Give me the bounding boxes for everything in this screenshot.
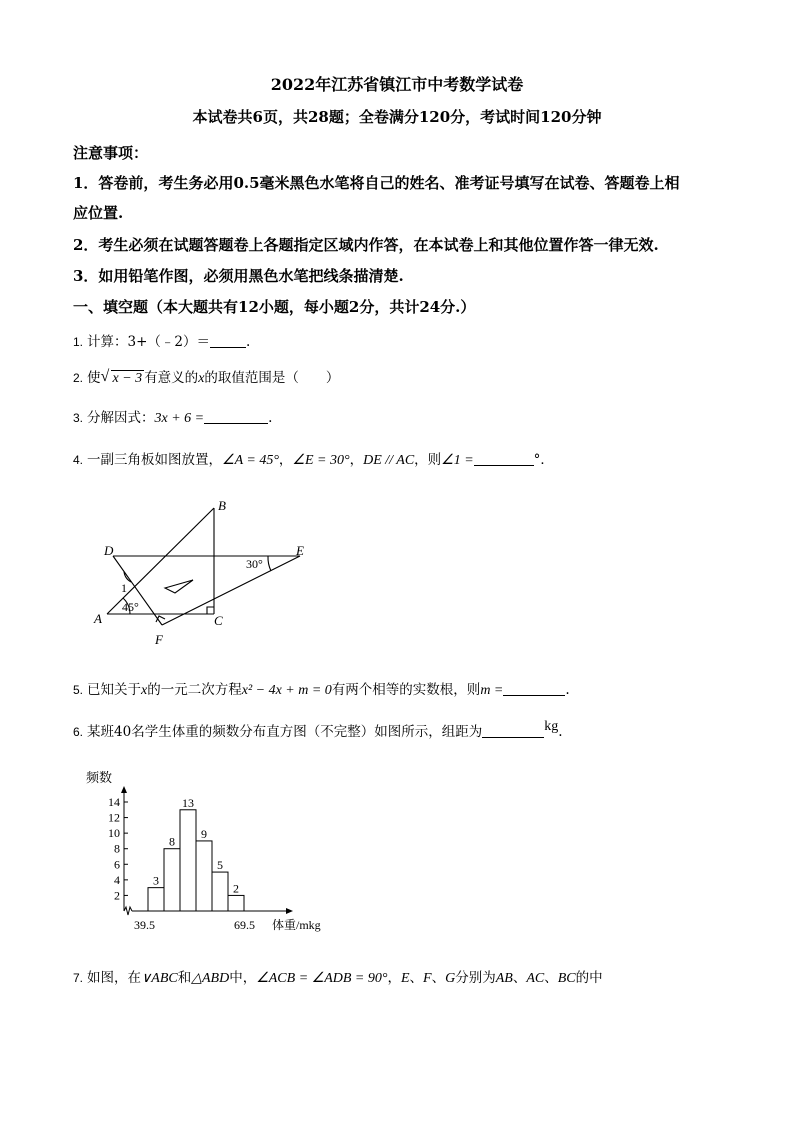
question-7 bbox=[73, 966, 603, 987]
answer-blank bbox=[210, 333, 246, 348]
histogram-bar bbox=[148, 888, 164, 911]
question-text: 的中 bbox=[575, 970, 603, 986]
x-axis-label: 体重/mkg bbox=[272, 918, 321, 932]
question-text: 使 bbox=[87, 370, 101, 386]
radical-sign: √ bbox=[100, 368, 110, 385]
question-3 bbox=[73, 406, 272, 427]
answer-blank bbox=[204, 409, 268, 424]
bar-value-label: 3 bbox=[153, 873, 159, 888]
exam-title: 2022年江苏省镇江市中考数学试卷 bbox=[270, 75, 524, 94]
segment-name: BC bbox=[557, 971, 576, 986]
weight-histogram bbox=[84, 768, 344, 940]
y-tick-label: 6 bbox=[114, 857, 120, 872]
answer-blank bbox=[482, 723, 544, 738]
note-item-3: 3．如用铅笔作图，必须用黑色水笔把线条描清楚. bbox=[73, 267, 404, 285]
section-1-heading: 一、填空题（本大题共有12小题，每小题2分，共计24分.） bbox=[73, 298, 476, 316]
variable: x bbox=[141, 683, 148, 698]
question-text: 如图，在 bbox=[87, 970, 142, 986]
triangle-set-figure bbox=[90, 492, 320, 652]
math-expression: DE // AC bbox=[363, 453, 415, 468]
y-axis-label: 频数 bbox=[86, 770, 113, 785]
right-angle-mark-F bbox=[156, 616, 165, 622]
histogram-bar bbox=[196, 841, 212, 911]
answer-blank bbox=[474, 451, 534, 466]
question-end: . bbox=[246, 334, 251, 350]
question-number: 5. bbox=[73, 683, 84, 697]
sqrt-expression bbox=[101, 370, 145, 387]
question-text: 有两个相等的实数根，则 bbox=[331, 682, 481, 698]
question-end: . bbox=[268, 410, 273, 426]
label-C: C bbox=[214, 613, 223, 628]
question-4 bbox=[73, 448, 554, 469]
histogram-bar bbox=[212, 872, 228, 911]
variable: E bbox=[400, 971, 410, 986]
question-text: 的一元二次方程 bbox=[147, 682, 242, 698]
question-6 bbox=[73, 720, 563, 741]
variable: x bbox=[198, 371, 205, 386]
question-2 bbox=[73, 366, 339, 387]
question-text: 分解因式： bbox=[87, 410, 155, 426]
x-tick-label-end: 69.5 bbox=[234, 918, 255, 932]
y-tick-label: 4 bbox=[114, 872, 120, 887]
histogram-bar bbox=[164, 849, 180, 911]
separator: ， bbox=[278, 452, 293, 468]
note-item-1b: 应位置. bbox=[73, 204, 124, 222]
question-text: 和 bbox=[177, 970, 192, 986]
variable: m = bbox=[480, 683, 504, 698]
question-number: 4. bbox=[73, 453, 84, 467]
question-number: 7. bbox=[73, 971, 84, 985]
bar-value-label: 13 bbox=[182, 795, 194, 810]
histogram-bar bbox=[228, 895, 244, 911]
bar-value-label: 8 bbox=[169, 834, 175, 849]
y-tick-label: 14 bbox=[108, 795, 120, 809]
separator: 、 bbox=[544, 970, 558, 986]
separator: 、 bbox=[431, 970, 446, 986]
y-tick-label: 2 bbox=[114, 888, 120, 903]
angle-arc-E bbox=[268, 556, 271, 571]
question-text: ，则 bbox=[414, 452, 442, 468]
y-tick-label: 12 bbox=[108, 810, 120, 825]
math-expression: ∨ABC bbox=[141, 971, 178, 986]
label-A: A bbox=[94, 611, 102, 626]
question-number: 3. bbox=[73, 411, 84, 425]
question-number: 2. bbox=[73, 371, 84, 385]
question-text: 的取值范围是（ ） bbox=[204, 370, 340, 386]
separator: ， bbox=[387, 970, 401, 986]
equation: x² − 4x + m = 0 bbox=[241, 683, 332, 698]
label-angle-30: 30° bbox=[246, 557, 263, 571]
question-end: . bbox=[558, 724, 563, 740]
question-end: . bbox=[565, 682, 570, 698]
separator: 、 bbox=[409, 970, 424, 986]
question-text: 一副三角板如图放置， bbox=[87, 452, 223, 468]
answer-blank bbox=[503, 681, 565, 696]
question-number: 6. bbox=[73, 725, 84, 739]
right-angle-mark-C bbox=[207, 607, 214, 614]
label-D: D bbox=[104, 543, 114, 558]
x-axis-arrow bbox=[286, 908, 293, 914]
note-item-2: 2．考生必须在试题答题卷上各题指定区域内作答，在本试卷上和其他位置作答一律无效. bbox=[73, 236, 659, 254]
label-E: E bbox=[296, 543, 304, 558]
axis-break-mark bbox=[124, 907, 132, 915]
segment-EF bbox=[162, 556, 300, 625]
question-text: 某班40名学生体重的频数分布直方图（不完整）如图所示，组距为 bbox=[87, 724, 483, 740]
math-expression: 3x + 6 = bbox=[154, 411, 205, 426]
unit: kg bbox=[544, 719, 559, 734]
question-text: 分别为 bbox=[455, 970, 496, 986]
question-text: 已知关于 bbox=[87, 682, 142, 698]
math-expression: △ABD bbox=[191, 971, 230, 986]
note-item-1a: 1．答卷前，考生务必用0.5毫米黑色水笔将自己的姓名、准考证号填写在试卷、答题卷上相 bbox=[73, 174, 680, 192]
bar-value-label: 9 bbox=[201, 826, 207, 841]
question-end: °． bbox=[533, 452, 554, 468]
variable: G bbox=[445, 971, 456, 986]
y-tick-label: 8 bbox=[114, 841, 120, 856]
histogram-bar bbox=[180, 810, 196, 911]
separator: 、 bbox=[512, 970, 527, 986]
notes-heading: 注意事项： bbox=[73, 144, 149, 162]
math-expression: ∠ACB = ∠ADB = 90° bbox=[256, 971, 388, 986]
label-B: B bbox=[218, 498, 226, 513]
variable: F bbox=[423, 971, 432, 986]
math-expression: ∠A = 45° bbox=[222, 453, 279, 468]
label-angle-45: 45° bbox=[122, 600, 139, 614]
question-1 bbox=[73, 330, 250, 350]
question-text: 计算：3+（﹣2）＝ bbox=[87, 334, 211, 350]
question-text: 中， bbox=[229, 970, 257, 986]
inner-triangle-cutout bbox=[165, 580, 193, 593]
math-expression: ∠E = 30° bbox=[292, 453, 350, 468]
question-5 bbox=[73, 678, 570, 699]
radicand: x − 3 bbox=[112, 371, 143, 386]
y-axis-arrow bbox=[121, 786, 127, 793]
bar-value-label: 2 bbox=[233, 881, 239, 896]
bar-value-label: 5 bbox=[217, 858, 223, 873]
separator: ， bbox=[349, 452, 364, 468]
x-tick-label-start: 39.5 bbox=[134, 918, 155, 932]
y-tick-label: 10 bbox=[108, 826, 120, 841]
segment-name: AC bbox=[526, 971, 545, 986]
question-number: 1. bbox=[73, 335, 84, 349]
math-expression: ∠1 = bbox=[441, 453, 474, 468]
label-angle-1: 1 bbox=[121, 581, 127, 595]
exam-subtitle: 本试卷共6页，共28题；全卷满分120分，考试时间120分钟 bbox=[192, 108, 602, 126]
label-F: F bbox=[155, 632, 163, 647]
segment-name: AB bbox=[495, 971, 513, 986]
question-text: 有意义的 bbox=[144, 370, 199, 386]
